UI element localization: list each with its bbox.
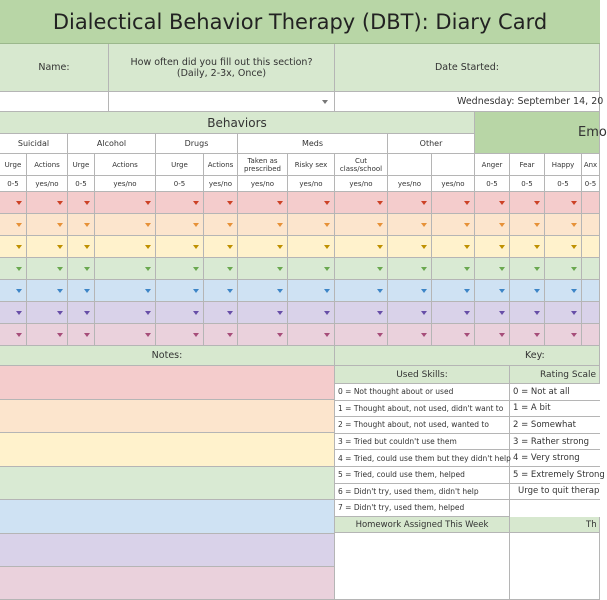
column-scale: 0-5 [156, 176, 204, 192]
chevron-down-icon [145, 223, 151, 227]
entry-cell[interactable] [545, 280, 582, 302]
entry-cell[interactable] [68, 302, 95, 324]
chevron-down-icon [227, 333, 233, 337]
column-scale: yes/no [238, 176, 288, 192]
entry-cell[interactable] [95, 214, 156, 236]
chevron-down-icon [57, 311, 63, 315]
chevron-down-icon [84, 333, 90, 337]
chevron-down-icon [324, 333, 330, 337]
chevron-down-icon [193, 311, 199, 315]
column-scale: yes/no [388, 176, 432, 192]
chevron-down-icon [145, 201, 151, 205]
column-header: Actions [27, 154, 68, 176]
column-header: Urge [68, 154, 95, 176]
date-started-value[interactable]: Wednesday: September 14, 20 [335, 92, 600, 112]
rating-scale-item: Urge to quit therap [510, 484, 600, 501]
entry-cell[interactable] [238, 302, 288, 324]
notes-line[interactable] [0, 433, 335, 467]
entry-cell[interactable] [432, 302, 475, 324]
chevron-down-icon [421, 311, 427, 315]
chevron-down-icon [193, 223, 199, 227]
used-skill-item: 0 = Not thought about or used [335, 384, 510, 401]
column-header: Urge [0, 154, 27, 176]
entry-cell[interactable] [582, 214, 600, 236]
entry-cell[interactable] [288, 214, 335, 236]
column-header: Cut class/school [335, 154, 388, 176]
chevron-down-icon [322, 100, 328, 104]
entry-cell[interactable] [238, 280, 288, 302]
chevron-down-icon [499, 289, 505, 293]
chevron-down-icon [84, 245, 90, 249]
chevron-down-icon [145, 333, 151, 337]
chevron-down-icon [84, 201, 90, 205]
chevron-down-icon [534, 223, 540, 227]
entry-cell[interactable] [475, 192, 510, 214]
behaviors-header: Behaviors [0, 112, 475, 134]
chevron-down-icon [421, 201, 427, 205]
chevron-down-icon [84, 289, 90, 293]
notes-line[interactable] [0, 534, 335, 567]
entry-cell[interactable] [432, 236, 475, 258]
rating-scale-item: 3 = Rather strong [510, 434, 600, 451]
chevron-down-icon [421, 245, 427, 249]
chevron-down-icon [499, 311, 505, 315]
rating-scale-item: 5 = Extremely Strong [510, 467, 600, 484]
chevron-down-icon [377, 267, 383, 271]
notes-line[interactable] [0, 500, 335, 534]
emotions-header: Emo [475, 112, 600, 154]
chevron-down-icon [421, 223, 427, 227]
chevron-down-icon [277, 245, 283, 249]
chevron-down-icon [534, 311, 540, 315]
entry-cell[interactable] [0, 192, 27, 214]
chevron-down-icon [464, 311, 470, 315]
chevron-down-icon [499, 267, 505, 271]
entry-cell[interactable] [68, 192, 95, 214]
notes-line[interactable] [0, 366, 335, 400]
chevron-down-icon [324, 223, 330, 227]
entry-cell[interactable] [388, 302, 432, 324]
entry-cell[interactable] [335, 258, 388, 280]
chevron-down-icon [193, 333, 199, 337]
entry-cell[interactable] [27, 214, 68, 236]
entry-cell[interactable] [582, 302, 600, 324]
chevron-down-icon [464, 333, 470, 337]
column-header: Risky sex [288, 154, 335, 176]
used-skill-item: 4 = Tried, could use them but they didn't help [335, 450, 510, 467]
entry-cell[interactable] [475, 258, 510, 280]
chevron-down-icon [324, 289, 330, 293]
entry-cell[interactable] [156, 280, 204, 302]
chevron-down-icon [16, 333, 22, 337]
entry-cell[interactable] [388, 236, 432, 258]
chevron-down-icon [193, 245, 199, 249]
entry-cell[interactable] [510, 302, 545, 324]
entry-cell[interactable] [204, 258, 238, 280]
used-skill-item: 7 = Didn't try, used them, helped [335, 500, 510, 517]
chevron-down-icon [193, 201, 199, 205]
entry-cell[interactable] [68, 214, 95, 236]
used-skill-item: 2 = Thought about, not used, wanted to [335, 417, 510, 434]
frequency-label [109, 44, 335, 92]
chevron-down-icon [145, 311, 151, 315]
name-label: Name: [0, 44, 109, 92]
entry-cell[interactable] [388, 214, 432, 236]
chevron-down-icon [534, 245, 540, 249]
entry-cell[interactable] [68, 324, 95, 346]
rating-scale-item: 1 = A bit [510, 401, 600, 418]
chevron-down-icon [277, 333, 283, 337]
column-scale: yes/no [335, 176, 388, 192]
entry-cell[interactable] [388, 258, 432, 280]
chevron-down-icon [571, 267, 577, 271]
entry-cell[interactable] [238, 324, 288, 346]
chevron-down-icon [324, 245, 330, 249]
entry-cell[interactable] [0, 214, 27, 236]
column-header: Anger [475, 154, 510, 176]
entry-cell[interactable] [204, 192, 238, 214]
chevron-down-icon [464, 201, 470, 205]
group-drugs: Drugs [156, 134, 238, 154]
entry-cell[interactable] [238, 192, 288, 214]
chevron-down-icon [227, 245, 233, 249]
rating-scale-item: 2 = Somewhat [510, 417, 600, 434]
entry-cell[interactable] [510, 236, 545, 258]
group-other: Other [388, 134, 475, 154]
chevron-down-icon [16, 245, 22, 249]
column-header: Urge [156, 154, 204, 176]
chevron-down-icon [277, 223, 283, 227]
entry-cell[interactable] [156, 236, 204, 258]
chevron-down-icon [145, 245, 151, 249]
entry-cell[interactable] [95, 302, 156, 324]
entry-cell[interactable] [68, 280, 95, 302]
chevron-down-icon [571, 289, 577, 293]
rating-scale-header: Rating Scale [510, 366, 600, 384]
chevron-down-icon [277, 201, 283, 205]
chevron-down-icon [377, 245, 383, 249]
chevron-down-icon [16, 201, 22, 205]
column-header: Fear [510, 154, 545, 176]
entry-cell[interactable] [545, 236, 582, 258]
chevron-down-icon [57, 245, 63, 249]
entry-cell[interactable] [156, 258, 204, 280]
chevron-down-icon [499, 201, 505, 205]
entry-cell[interactable] [204, 236, 238, 258]
chevron-down-icon [571, 333, 577, 337]
entry-cell[interactable] [238, 258, 288, 280]
entry-cell[interactable] [0, 280, 27, 302]
entry-cell[interactable] [156, 302, 204, 324]
entry-cell[interactable] [388, 280, 432, 302]
column-header: Anx [582, 154, 600, 176]
chevron-down-icon [534, 267, 540, 271]
used-skills-header: Used Skills: [335, 366, 510, 384]
entry-cell[interactable] [27, 258, 68, 280]
chevron-down-icon [571, 245, 577, 249]
chevron-down-icon [499, 333, 505, 337]
frequency-question: How often did you fill out this section? [130, 56, 313, 68]
chevron-down-icon [57, 267, 63, 271]
entry-cell[interactable] [156, 214, 204, 236]
column-header: Taken as prescribed [238, 154, 288, 176]
entry-cell[interactable] [432, 192, 475, 214]
chevron-down-icon [464, 245, 470, 249]
chevron-down-icon [227, 289, 233, 293]
entry-cell[interactable] [238, 214, 288, 236]
chevron-down-icon [277, 311, 283, 315]
column-scale: yes/no [95, 176, 156, 192]
notes-header: Notes: [0, 346, 335, 366]
chevron-down-icon [571, 201, 577, 205]
entry-cell[interactable] [582, 280, 600, 302]
chevron-down-icon [84, 311, 90, 315]
column-scale: 0-5 [582, 176, 600, 192]
entry-cell[interactable] [27, 302, 68, 324]
notes-line[interactable] [0, 567, 335, 600]
column-scale: 0-5 [510, 176, 545, 192]
rating-scale-item: 0 = Not at all [510, 384, 600, 401]
chevron-down-icon [464, 289, 470, 293]
chevron-down-icon [377, 201, 383, 205]
chevron-down-icon [57, 333, 63, 337]
entry-cell[interactable] [95, 236, 156, 258]
column-header: Actions [204, 154, 238, 176]
entry-cell[interactable] [432, 214, 475, 236]
entry-cell[interactable] [510, 258, 545, 280]
chevron-down-icon [421, 267, 427, 271]
entry-cell[interactable] [335, 236, 388, 258]
entry-cell[interactable] [582, 192, 600, 214]
entry-cell[interactable] [432, 258, 475, 280]
column-scale: yes/no [27, 176, 68, 192]
used-skill-item: 6 = Didn't try, used them, didn't help [335, 484, 510, 501]
entry-cell[interactable] [238, 236, 288, 258]
column-scale: 0-5 [0, 176, 27, 192]
chevron-down-icon [571, 311, 577, 315]
entry-cell[interactable] [582, 236, 600, 258]
group-meds: Meds [238, 134, 388, 154]
column-header: Happy [545, 154, 582, 176]
chevron-down-icon [57, 223, 63, 227]
entry-cell[interactable] [388, 324, 432, 346]
rating-scale-item: 4 = Very strong [510, 450, 600, 467]
homework-header: Homework Assigned This Week [335, 517, 510, 533]
entry-cell[interactable] [388, 192, 432, 214]
column-scale: 0-5 [68, 176, 95, 192]
entry-cell[interactable] [95, 280, 156, 302]
entry-cell[interactable] [510, 192, 545, 214]
chevron-down-icon [421, 289, 427, 293]
chevron-down-icon [571, 223, 577, 227]
page-title: Dialectical Behavior Therapy (DBT): Diary Card [0, 0, 600, 44]
group-alcohol: Alcohol [68, 134, 156, 154]
used-skill-item: 3 = Tried but couldn't use them [335, 434, 510, 451]
entry-cell[interactable] [545, 302, 582, 324]
entry-cell[interactable] [95, 258, 156, 280]
entry-cell[interactable] [432, 280, 475, 302]
key-header: Key: [335, 346, 600, 366]
entry-cell[interactable] [335, 192, 388, 214]
entry-cell[interactable] [68, 236, 95, 258]
chevron-down-icon [227, 201, 233, 205]
chevron-down-icon [464, 223, 470, 227]
chevron-down-icon [16, 311, 22, 315]
entry-cell[interactable] [288, 258, 335, 280]
entry-cell[interactable] [204, 324, 238, 346]
entry-cell[interactable] [0, 302, 27, 324]
entry-cell[interactable] [0, 258, 27, 280]
chevron-down-icon [324, 201, 330, 205]
entry-cell[interactable] [0, 324, 27, 346]
entry-cell[interactable] [156, 192, 204, 214]
chevron-down-icon [499, 245, 505, 249]
date-started-label: Date Started: [335, 44, 600, 92]
entry-cell[interactable] [27, 324, 68, 346]
chevron-down-icon [277, 267, 283, 271]
entry-cell[interactable] [288, 280, 335, 302]
notes-line[interactable] [0, 467, 335, 500]
chevron-down-icon [227, 223, 233, 227]
column-scale: yes/no [288, 176, 335, 192]
chevron-down-icon [57, 201, 63, 205]
chevron-down-icon [377, 223, 383, 227]
right-input[interactable] [510, 533, 600, 600]
entry-cell[interactable] [335, 302, 388, 324]
group-suicidal: Suicidal [0, 134, 68, 154]
entry-cell[interactable] [475, 280, 510, 302]
column-header: Actions [95, 154, 156, 176]
frequency-options: (Daily, 2-3x, Once) [176, 67, 267, 79]
entry-cell[interactable] [288, 192, 335, 214]
entry-cell[interactable] [288, 324, 335, 346]
entry-cell[interactable] [475, 302, 510, 324]
chevron-down-icon [145, 289, 151, 293]
chevron-down-icon [84, 267, 90, 271]
chevron-down-icon [16, 289, 22, 293]
chevron-down-icon [193, 267, 199, 271]
entry-cell[interactable] [510, 280, 545, 302]
chevron-down-icon [324, 311, 330, 315]
entry-cell[interactable] [582, 258, 600, 280]
column-scale: 0-5 [545, 176, 582, 192]
frequency-select[interactable] [109, 92, 335, 112]
chevron-down-icon [377, 333, 383, 337]
entry-cell[interactable] [475, 236, 510, 258]
entry-cell[interactable] [545, 214, 582, 236]
chevron-down-icon [464, 267, 470, 271]
entry-cell[interactable] [27, 280, 68, 302]
entry-cell[interactable] [510, 324, 545, 346]
entry-cell[interactable] [335, 280, 388, 302]
chevron-down-icon [227, 267, 233, 271]
entry-cell[interactable] [204, 280, 238, 302]
entry-cell[interactable] [510, 214, 545, 236]
entry-cell[interactable] [475, 214, 510, 236]
entry-cell[interactable] [335, 324, 388, 346]
entry-cell[interactable] [0, 236, 27, 258]
chevron-down-icon [227, 311, 233, 315]
chevron-down-icon [421, 333, 427, 337]
entry-cell[interactable] [545, 324, 582, 346]
chevron-down-icon [324, 267, 330, 271]
homework-input[interactable] [335, 533, 510, 600]
column-header [388, 154, 432, 176]
entry-cell[interactable] [335, 214, 388, 236]
entry-cell[interactable] [204, 302, 238, 324]
right-header: Th [510, 517, 600, 533]
chevron-down-icon [277, 289, 283, 293]
name-input[interactable] [0, 92, 109, 112]
chevron-down-icon [57, 289, 63, 293]
used-skill-item: 1 = Thought about, not used, didn't want to [335, 401, 510, 418]
entry-cell[interactable] [27, 192, 68, 214]
chevron-down-icon [534, 201, 540, 205]
chevron-down-icon [499, 223, 505, 227]
column-scale: yes/no [204, 176, 238, 192]
entry-cell[interactable] [288, 236, 335, 258]
entry-cell[interactable] [95, 192, 156, 214]
chevron-down-icon [145, 267, 151, 271]
chevron-down-icon [534, 289, 540, 293]
entry-cell[interactable] [475, 324, 510, 346]
entry-cell[interactable] [27, 236, 68, 258]
entry-cell[interactable] [545, 258, 582, 280]
chevron-down-icon [534, 333, 540, 337]
entry-cell[interactable] [156, 324, 204, 346]
chevron-down-icon [16, 223, 22, 227]
entry-cell[interactable] [545, 192, 582, 214]
used-skill-item: 5 = Tried, could use them, helped [335, 467, 510, 484]
entry-cell[interactable] [68, 258, 95, 280]
chevron-down-icon [377, 311, 383, 315]
column-scale: yes/no [432, 176, 475, 192]
chevron-down-icon [377, 289, 383, 293]
column-scale: 0-5 [475, 176, 510, 192]
entry-cell[interactable] [95, 324, 156, 346]
entry-cell[interactable] [288, 302, 335, 324]
entry-cell[interactable] [204, 214, 238, 236]
chevron-down-icon [84, 223, 90, 227]
notes-line[interactable] [0, 400, 335, 433]
entry-cell[interactable] [582, 324, 600, 346]
chevron-down-icon [193, 289, 199, 293]
entry-cell[interactable] [432, 324, 475, 346]
chevron-down-icon [16, 267, 22, 271]
column-header [432, 154, 475, 176]
